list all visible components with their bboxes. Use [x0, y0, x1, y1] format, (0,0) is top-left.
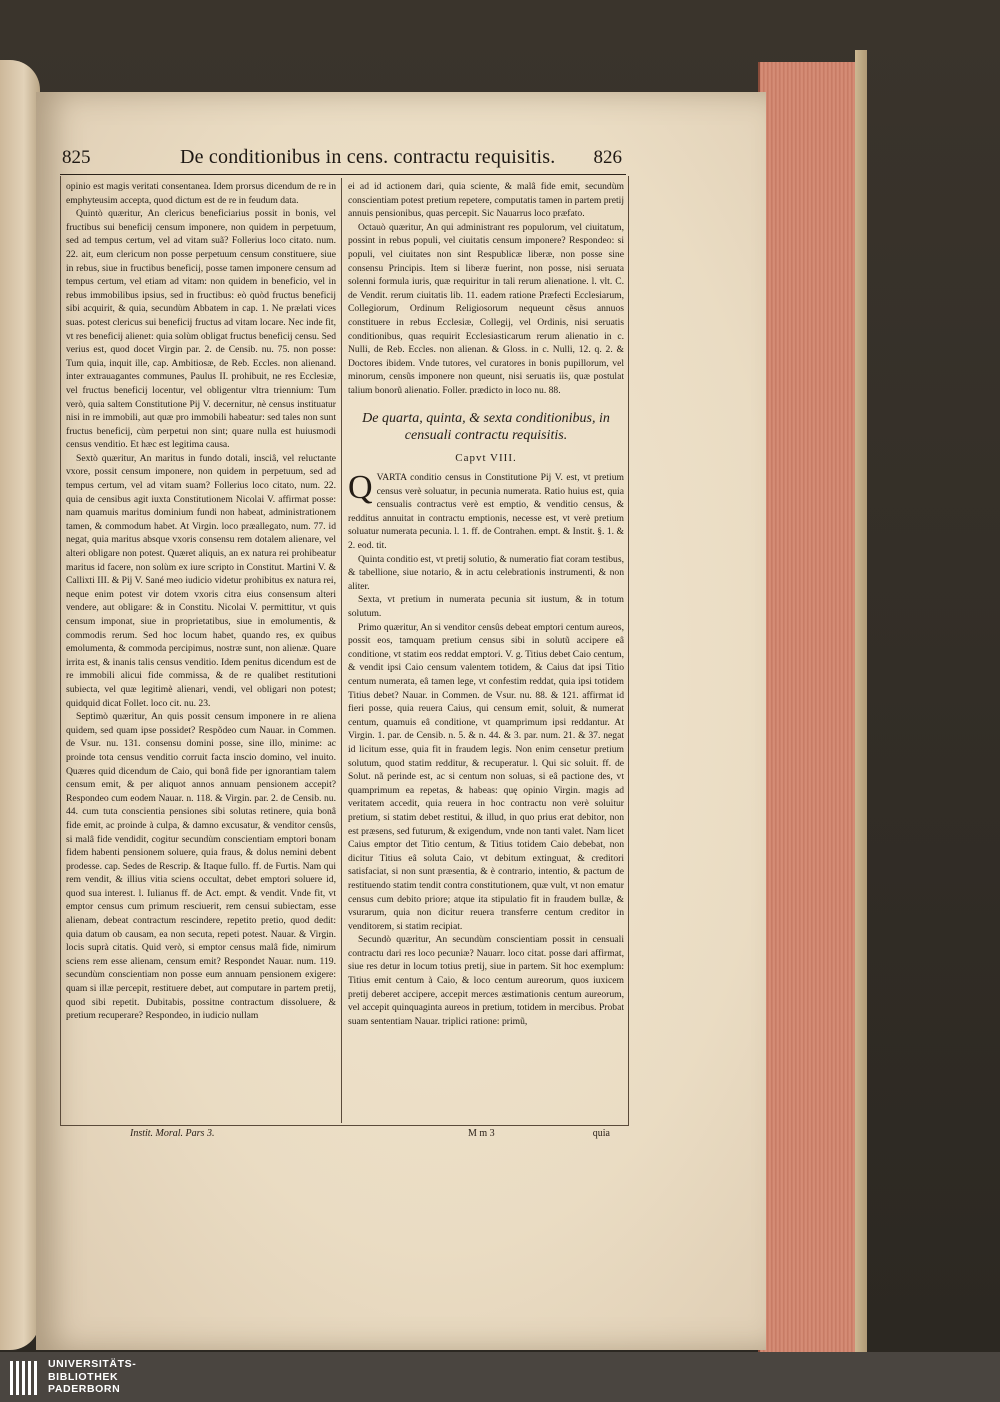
paragraph: ei ad id actionem dari, quia sciente, & malâ fide emit, secundùm conscientiam potest pretium repetere, computatis tamen in partem pretij annuis pensionibus, quas percepit. Sic Nauarrus loco præfato. — [348, 181, 624, 220]
library-logo-icon — [10, 1361, 40, 1395]
paragraph: Septimò quæritur, An quis possit censum imponere in re aliena quidem, sed quam ipse possidet? Respõdeo cum Nauar. in Commen. de Vsur. nu. 131. consensu domini posse, sine illo, minime: ac proinde tota census venditio corruit facta inscio domino, vel inuito. Quæres quid dicendum de Caio, qui bonâ fide per ignorantiam talem censum emit, & per aliquot annos annuam pensionem accepit? Respondeo cum eodem Nauar. n. 118. & Virgin. par. 2. de Censib. nu. 44. cum tuta conscientia pensiones sibi solutas retinere, quia bonâ fide emit, ac proinde à culpa, & damno excusatur, & venditor censûs, si malâ fide vendidit, cogitur secundùm conscientiam emptori bonam fidem habenti pensionem soluere, quia fraus, & dolus nemini debent prodesse. cap. Sedes de Rescrip. & Itaque fullo. ff. de Furtis. Nam qui rem vendit, & illius vitia sciens occultat, debet emptori soluere id, quod sua interest. l. Iulianus ff. de Act. empt. & vendit. Vnde fit, vt emptor census cum primum resciuerit, rem censui subiectam, esse alienam, debeat contractum rescindere, repetito pretio, quod dedit: quia datum ob causam, ea non secuta, repeti potest. Nauar. & Virgin. locis suprà citatis. Quid verò, si emptor census malâ fide, nimirum sciens rem esse alienam, censum emit? Respondet Nauar. num. 119. secundùm conscientiam non posse eum annuam pensionem exigere: quam si illæ percepit, restituere debet, aut computare in partem pretij, quod sibi repetit. Dubitabis, possitne contractum dissoluere, & pretium recuperare? Respondeo, in iudicio nullam — [66, 711, 336, 1022]
book-fore-edge — [758, 62, 860, 1352]
paragraph-text: VARTA conditio census in Constitutione Pij V. est, vt pretium census verè soluatur, in pecunia numerata. Ratio huius est, quia censualis contractus verè est emptio, & venditio census, & redditus annuitat in contractu emptionis, necesse est, vt verè pretium soluatur numerata pecunia. l. 1. ff. de Contrahen. empt. & Instit. §. 1. & 2. eod. tit. — [348, 472, 624, 552]
paragraph: Octauò quæritur, An qui administrant res populorum, vel ciuitatum, possint in rebus populi, vel ciuitatis censum imponere? Respondeo: si populi, vel ciuitates non sint Respublicæ liberæ, non posse sine consensu Principis. Item si liberæ fuerint, non posse, nisi seruata solenni formula iuris, quæ requiritur in tali rerum alienatione. l. vlt. C. de Vendit. rerum ciuitatis lib. 11. eadem ratione Præfecti Ecclesiarum, Collegiorum, Ordinum Religiosorum nequeunt cẽsus annuos constituere in rebus Ecclesiæ, Collegij, vel Ordinis, nisi seruatis conditionibus, quas requirit Ecclesiasticarum rerum alienatio in c. Nulli, de Reb. Eccles. non alienan. & Gloss. in c. Nulli, 12. q. 2. & Doctores ibidem. Vnde tutores, vel curatores in bonis pupillorum, vel minorum, censũs imponere non queunt, nisi seruatis iis, quæ postulat talium bonorũ alienatio. Foller. prædicto in loco nu. 88. — [348, 221, 624, 396]
library-name-line: PADERBORN — [48, 1383, 121, 1395]
drop-cap: Q — [348, 469, 373, 507]
footer-book-title: Instit. Moral. Pars 3. — [130, 1128, 215, 1139]
footer-signature-mark: M m 3 — [468, 1128, 495, 1139]
frame-rule-right — [628, 176, 629, 1126]
chapter-number: Capvt VIII. — [455, 451, 517, 464]
library-name-line: UNIVERSITÄTS- — [48, 1358, 137, 1370]
footer-catchword: quia — [592, 1128, 610, 1139]
page-number-left: 825 — [62, 147, 91, 168]
paragraph: Sextò quæritur, An maritus in fundo dotali, insciâ, vel reluctante vxore, possit censum imponere, non quidem in perpetuum, sed ad tempus certum, vel ad vitam suam? Follerius loco citato, num. 22. quia de censibus agit iuxta Constitutionem Nicolai V. affirmat posse: nam quamuis maritus dominium fundi non habeat, administrationem tamen, & commodum habet. At Virgin. loco præallegato, num. 77. id negat, quia maritus absque vxoris consensu rem dotalem alienare, vel alteri obligare non potest. Quæret aliquis, an ex natura rei prohibeatur maritus id facere, non solùm ex iure scripto in Constitut. Martini V. & Callixti III. & Pij V. Sané meo iudicio videtur prohibitus ex natura rei, neque enim potest vir dotem vxoris citra eius consensum alteri vendere, aut obligare: & in Constitu. Nicolai V. permittitur, vt quis censum imponat, siue in proprietatibus, siue in emolumentis, & commodis rerum. Sed hoc locum habet, quando res, ex quibus emolumenta, & commoda percipimus, nostræ sunt, non alienæ. Quare irrita est, & inanis talis census venditio. Idem penitus dicendum est de re immobili alicui fide commissa, & de re qualibet restitutioni subiecta, vel quæ legitimè alienari, vendi, vel obligari non potest; quidquid dicat Follet. loco cit. nu. 23. — [66, 452, 336, 709]
frame-rule-left — [60, 176, 61, 1126]
book-cover-edge — [855, 50, 867, 1352]
library-name — [48, 1358, 136, 1396]
paragraph: Secundò quæritur, An secundùm conscientiam possit in censuali contractu dari res loco pecuniæ? Nauarr. loco citat. posse dari affirmat, siue res detur in locum totius pretij, siue in partem. Sit hoc exemplum: Titius emit centum à Caio, & loco centum aureorum, quos iuxicem pretij deberet accipere, accepit merces æstimationis centum aureorum, vel accepit quinquaginta aureos in pretium, totidem in mercibus. Probat suam sententiam Nauar. triplici ratione: primũ, — [348, 934, 624, 1027]
left-facing-page-edge — [0, 60, 40, 1350]
column-divider — [341, 178, 342, 1123]
paragraph: Quintò quæritur, An clericus beneficiarius possit in bonis, vel fructibus sui beneficij censum imponere, non quidem in perpetuum, sed ad tempus certum, vel ad vitam suã? Follerius loco citato. num. 22. ait, eum clericum non posse perpetuum censum constituere, siue in rebus, siue in fructibus beneficij, posse tamen imponere censum ad tempus certum, vel etiam ad vitam: non quidem in beneficio, vel in rebus immobilibus ipsius, sed in fructibus: eò quòd fructus beneficij sibi acquirit, & quia, secundùm Abbatem in cap. 1. Ne prælati vices suas. potest clericus sui beneficij fructus ad vitam locare. Nec inde fit, vt res beneficij alienet: quia solùm obligat fructus beneficij censu. Sed verius est, quod docet Virgin par. 2. de Censib. nu. 75. non posse: Tum quia, inquit ille, cap. Ambitiosæ, de Reb. Eccles. non alienand. inter extrauagantes communes, Paulus II. prohibuit, ne res Ecclesiæ, vel fructus beneficij locentur, vel obligentur vltra triennium: Tum verò, quia saltem Constitutione Pij V. decernitur, nè census instituatur nisi in re immobili, aut quæ pro immobili habeatur: sed tales non sunt fructus beneficij, cùm perpetui non sint; quare nulla est huiusmodi census venditio. Et hæc est legitima causa. — [66, 208, 336, 451]
running-header — [60, 146, 626, 175]
library-banner — [0, 1352, 1000, 1402]
page-number-right: 826 — [593, 147, 622, 168]
frame-rule-bottom — [60, 1125, 629, 1126]
paragraph: Sexta, vt pretium in numerata pecunia sit iustum, & in totum solutum. — [348, 594, 624, 620]
paragraph: opinio est magis veritati consentanea. Idem prorsus dicendum de re in emphyteusim accepta, quod dictum est de re in feudum data. — [66, 181, 336, 206]
paragraph — [348, 471, 624, 553]
running-title: De conditionibus in cens. contractu requisitis. — [180, 146, 556, 168]
paragraph: Primo quæritur, An si venditor censûs debeat emptori centum aureos, possit eos, tamquam pretium census sibi in solutũ accipere eâ conditione, vt statim eos reddat emptori. V. g. Titius debet Caio centum, & vendit ipsi Caio censum valentem totidem, & Caius dat ipsi Titio centum numerata, eâ tamen lege, vt confestim reddat, quia ipsi totidem Titius debet? Nauar. in Commen. de Vsur. nu. 88. & 121. affirmat id fieri posse, quia reuera Caius, qui censum emit, soluit, & numerat centum, quamuis eâ conditione, vt quamprimum ipsi reddantur. At Virgin. 1. par. de Censib. n. 5. & n. 44. & 3. par. num. 21. & 37. negat id licitum esse, quia fit in fraudem legis. Non enim censetur pretium solutum, quod statim redditur, & recuperatur. l. Qui sic soluit. ff. de Solut. nã perinde est, ac si centum non soluas, si eâ pactione des, vt quamprimum ea repetas, & habeas: quę opinio Virgin. magis ad veritatem accedit, quia reuera in hoc contractu non verè soluitur pretium, si statim debet restitui, & illud, in quo prius erat debitor, non est præsens, sed futurum, & exigendum, vnde non tanti valet. Nam licet Caius emptor det Titio centum, & Titius totidem Caio debebat, non dicitur Titius eâ soluta Caio, vt debitum extinguat, & creditori satisfaciat, si non sunt præsentia, & è contrario, intentio, & pactum de restituendo statim tendit contra constitutionem, quæ vult, vt non ematur census cum debito priore; atque ita stipulatio fit in fraudem bullæ, & vsurarum, quia non dicitur reuera transferre centum creditor in venditorem, si statim recipiat. — [348, 621, 624, 932]
left-text-column — [66, 180, 336, 1118]
right-text-column — [348, 180, 624, 1124]
page-footer — [124, 1128, 624, 1144]
library-name-line: BIBLIOTHEK — [48, 1370, 119, 1383]
chapter-heading: De quarta, quinta, & sexta conditionibus, in censuali contractu requisitis. — [362, 410, 610, 443]
paragraph: Quinta conditio est, vt pretij solutio, & numeratio fiat coram testibus, & tabellione, siue notario, & in actu celebrationis instrumenti, & non aliter. — [348, 553, 624, 592]
